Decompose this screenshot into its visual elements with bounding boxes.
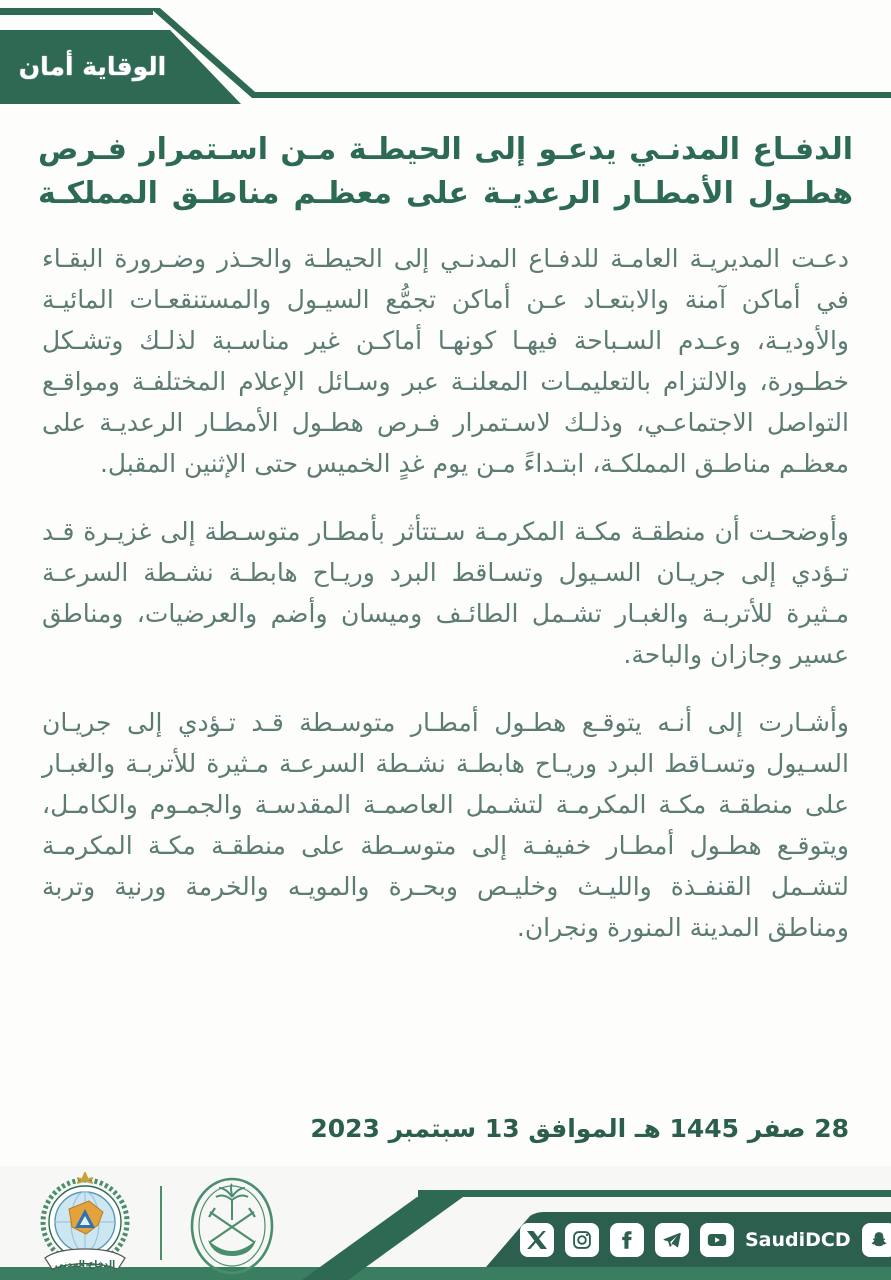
- prevention-badge-text: الوقاية أمان: [18, 51, 167, 81]
- x-icon[interactable]: [520, 1223, 554, 1257]
- body-text: [42, 238, 849, 975]
- palm-swords-crest: [77, 1173, 93, 1183]
- moi-palm-tree: [216, 1184, 248, 1220]
- prevention-badge: [10, 34, 175, 98]
- civil-defense-ribbon-text: الدفاع المدني: [54, 1260, 116, 1270]
- title-line-2: هطـول الأمطـار الرعديـة على معظـم مناطـق المملكـة: [38, 176, 853, 211]
- instagram-icon[interactable]: [565, 1223, 599, 1257]
- main-social-handle[interactable]: SaudiDCD: [745, 1229, 851, 1251]
- moi-crescent: [208, 1240, 256, 1256]
- snapchat-group: [862, 1223, 891, 1257]
- logo-divider: [160, 1186, 162, 1260]
- social-bar: [520, 1222, 875, 1258]
- footer-thin-line: [418, 1190, 891, 1197]
- telegram-icon[interactable]: [655, 1223, 689, 1257]
- date-line: 28 صفر 1445 هـ الموافق 13 سبتمبر 2023: [310, 1114, 849, 1143]
- paragraph-2: وأوضحـت أن منطقـة مكـة المكرمـة سـتتأثر بأمطـار متوسـطة إلى غزيـرة قـد تـؤدي إلى جريـان السـيول وتسـاقط البرد وريـاح هابطـة نشـطة السرعـة مـثيرة للأتربـة والغبـار تشـمل الطائـف وميسان وأضم والعرضيات، ومناطق عسير وجازان والباحة.: [42, 517, 849, 669]
- page-title: [38, 128, 853, 216]
- paragraph-1: دعـت المديريـة العامـة للدفـاع المدنـي إلى الحيطـة والحـذر وضـرورة البقـاء في أماكن آمنة والابتعـاد عـن أماكن تجمُّع السيـول والمستنقعـات المائيـة والأوديـة، وعـدم السـباحة فيهـا كونهـا أماكـن غير مناسـبة لذلـك وتشـكل خطـورة، والالتزام بالتعليمـات المعلنـة عبر وسـائل الإعلام المختلفـة ومواقـع التواصل الاجتماعـي، وذلـك لاسـتمرار فـرص هطـول الأمطـار الرعديـة على معظـم مناطـق المملكـة، ابتـداءً مـن يوم غدٍ الخميس حتى الإثنين المقبل.: [42, 244, 849, 478]
- ministry-of-interior-logo: [182, 1170, 282, 1280]
- header-thin-line-right: [254, 92, 891, 98]
- header-thin-stripe-left: [0, 8, 153, 15]
- title-line-1: الدفـاع المدنـي يدعـو إلى الحيطـة مـن اسـتمرار فـرص: [38, 132, 853, 167]
- youtube-icon[interactable]: [700, 1223, 734, 1257]
- facebook-icon[interactable]: [610, 1223, 644, 1257]
- paragraph-3: وأشـارت إلى أنـه يتوقـع هطـول أمطـار متوسـطة قـد تـؤدي إلى جريـان السـيول وتسـاقط البرد وريـاح هابطـة نشـطة السرعـة مـثيرة للأتربـة والغبـار على منطقـة مكـة المكرمـة لتشـمل العاصمـة المقدسـة والجمـوم والكامـل، ويتوقـع هطـول أمطـار خفيفـة إلى متوسـطة على منطقـة مكـة المكرمـة لتشـمل القنفـذة والليـث وخليـص وبحـرة والمويـه والخرمة ورنية وتربة ومناطق المدينة المنورة ونجران.: [42, 708, 849, 942]
- snapchat-icon[interactable]: [862, 1223, 891, 1257]
- civil-defense-logo: [32, 1172, 138, 1278]
